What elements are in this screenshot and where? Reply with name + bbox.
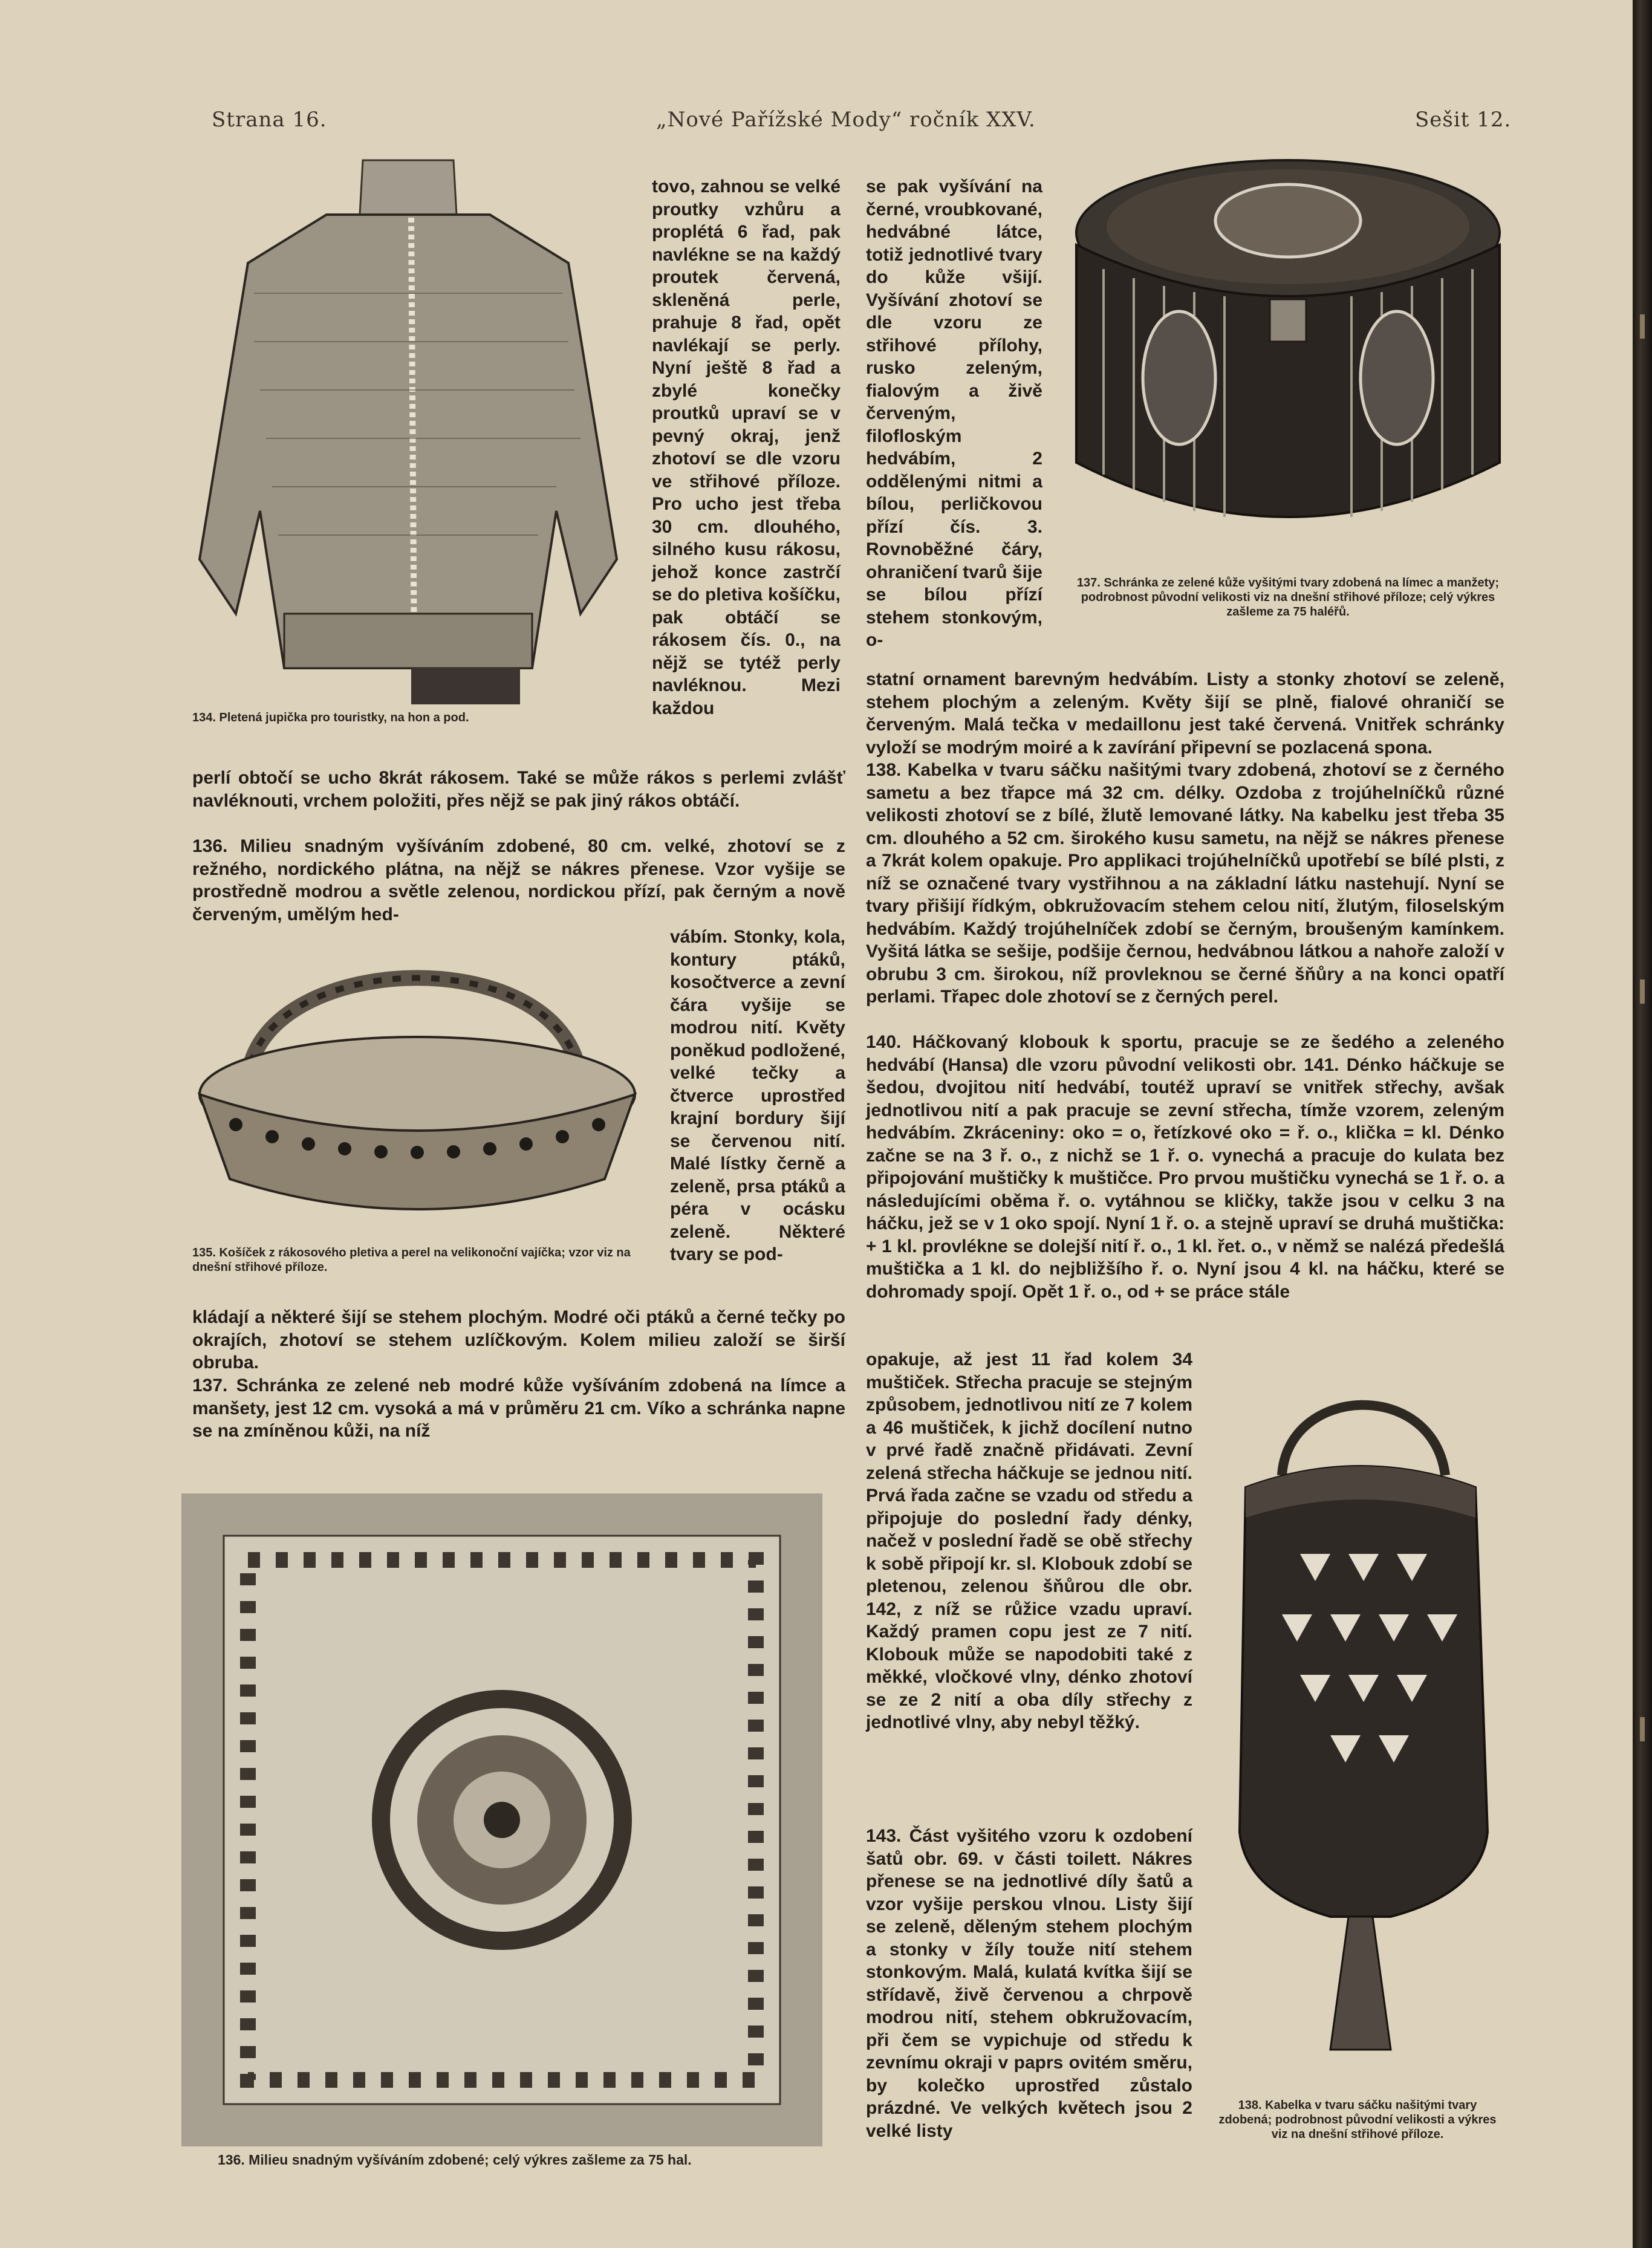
- embroidered-milieu-icon: [181, 1493, 822, 2146]
- article-text-hat: 140. Háčkovaný klobouk k sportu, pracuje se ze šedého a zeleného hedvábí (Hansa) dle vzoru původní velikosti obr. 141. Dénko háčkuje se šedou, dvojitou nití hedvábí, toutéž upraví se vnitřek střechy, avšak jednotlivou nití a pak pracuje se zevní střecha, tímže vzorem, zeleným hedvábím. Zkráceniny: oko = o, řetízkové oko = ř. o., klička = kl. Dénko začne se na 3 ř. o., z nichž se 1 ř. o. vynechá a pracuje do kulata bez připojování muštičky k muštičce. Pro prvou muštičku vynechá se 1 ř. o. a následujícími oběma ř. o. vytáhnou se kličky, takže jsou v celku 3 na háčku, jež se v 1 oko spojí. Nyní 1 ř. o. a stejně upraví se druhá muštička: + 1 kl. provlékne se dolejší nití ř. o., 1 kl. řet. o., v němž se nalézá předešlá muštička a 1 kl. do nejbližšího ř. o. Nyní jsou 4 kl. na háčku, které se dohromady spojí. Opět 1 ř. o., od + se práce stále: [866, 1032, 1504, 1302]
- handbag-icon: [1209, 1373, 1512, 2080]
- basket-icon: [181, 925, 653, 1233]
- article-text-pattern: 143. Část vyšitého vzoru k ozdobení šatů obr. 69. v části toilett. Nákres přenese se na jednotlivé díly šatů a vzor vyšije perskou vlnou. Listy šijí se zeleně, děleným stehem plochým a stonky v žíly touže nití stehem stonkovým. Malá, kulatá kvítka šijí se střídavě, živě červenou a chrpově modrou nití, stehem obkružovacím, při čem se vypichuje od středu k zevnímu okraji v paprs ovitém směru, by kolečko uprostřed zůstalo prázdné. Ve velkých květech jsou 2 velké listy: [866, 1826, 1192, 2141]
- article-text-box-end: statní ornament barevným hedvábím. Listy a stonky zhotoví se zeleně, stehem plochým a zeleným. Květy šijí se plně, fialové ohraničí se červeným. Malá tečka v medaillonu jest také červená. Vnitřek schránky vyloží se modrým moiré a k zavírání připevní se pozlacená spona.: [866, 669, 1504, 758]
- magazine-title: „Nové Pařížské Mody“ ročník XXV.: [656, 108, 1036, 132]
- leather-box-icon: [1061, 148, 1515, 559]
- article-text-box: 137. Schránka ze zelené neb modré kůže vyšíváním zdobená na límce a manšety, jest 12 cm. vysoká a má v průměru 21 cm. Víko a schránka napne se na zmíněnou kůži, na níž: [192, 1376, 845, 1441]
- issue-number: Sešit 12.: [1415, 108, 1512, 132]
- figure-136-caption: 136. Milieu snadným vyšíváním zdobené; celý výkres zašleme za 75 hal.: [218, 2152, 692, 2168]
- figure-135-caption: 135. Košíček z rákosového pletiva a perel na velikonoční vajíčka; vzor viz na dnešní střihové příloze.: [192, 1246, 631, 1274]
- figure-138-caption: 138. Kabelka v tvaru sáčku našitými tvary zdobená; podrobnost původní velikosti a výkres viz na dnešní střihové příloze.: [1218, 2099, 1497, 2141]
- page-edge: [1633, 0, 1652, 2248]
- article-text-basket-end: perlí obtočí se ucho 8krát rákosem. Také se může rákos s perlemi zvlášť navléknouti, vrchem položiti, přes nějž se pak jiný rákos obtáčí.: [192, 768, 845, 811]
- page-number: Strana 16.: [212, 108, 327, 132]
- article-text-hat-cont: opakuje, až jest 11 řad kolem 34 muštiček. Střecha pracuje se stejným způsobem, jednotlivou nití ze 7 kolem a 46 muštiček, k jichž docílení nutno v prvé řadě značně přidávati. Zevní zelená střecha háčkuje se jednou nití. Prvá řada začne se vzadu od středu a připojuje do poslední řady dénky, načež v poslední řadě se obě střechy k sobě připojí kr. sl. Klobouk zdobí se pletenou, zelenou šňůrou dle obr. 142, z níž se růžice vzadu upraví. Každý pramen copu jest ze 7 nití. Klobouk může se napodobiti také z měkké, vločkové vlny, dénko zhotoví se ze 2 nití a oba díly střechy z jednotlivé vlny, aby nebyl těžký.: [866, 1350, 1192, 1732]
- figure-134-caption: 134. Pletená jupička pro touristky, na hon a pod.: [192, 711, 469, 724]
- article-text-milieu-end: kládají a některé šijí se stehem plochým. Modré oči ptáků a černé tečky po okrajích, zhotoví se stehem uzlíčkovým. Kolem milieu založí se širší obruba.: [192, 1307, 845, 1373]
- article-text-handbag: 138. Kabelka v tvaru sáčku našitými tvary zdobená, zhotoví se z černého sametu a bez třapce má 32 cm. délky. Ozdoba z trojúhelníčků různé velikosti zhotoví se z bílé, žlutě lemované látky. Na kabelku jest třeba 35 cm. dlouhého a 52 cm. širokého kusu sametu, na nějž se nákres přenese a 7krát kolem opakuje. Pro applikaci trojúhelníčků upotřebí se bílé plsti, z níž se označené tvary vystřihnou a na základní látku nastehují. Nyní se tvary přišijí řídkým, obkružovacím stehem celou nití, žlutým, filoselským hedvábím. Každý trojúhelníček zdobí se černým, broušeným kamínkem. Vyšitá látka se sešije, podšije černou, hedvábnou látkou a nahoře založí v obrubu 3 cm. širokou, níž provleknou se černé šňůry a na konci opatří perlami. Třapec dole zhotoví se z černých perel.: [866, 760, 1504, 1007]
- article-text-milieu: 136. Milieu snadným vyšíváním zdobené, 80 cm. velké, zhotoví se z režného, nordického plátna, na nějž se nákres přenese. Vzor vyšije se prostředně modrou a světle zelenou, nordickou přízí, pak černým a nově červeným, umělým hed-: [192, 836, 845, 924]
- figure-137-caption: 137. Schránka ze zelené kůže vyšitými tvary zdobená na límec a manžety; podrobnost původní velikosti viz na dnešní střihové příloze; celý výkres zašleme za 75 haléřů.: [1076, 576, 1500, 619]
- article-text-column-2: tovo, zahnou se velké proutky vzhůru a proplétá 6 řad, pak navlékne se na každý proutek červená, skleněná perle, prahuje 8 řad, opět navlékají se perly. Nyní ještě 8 řad a zbylé konečky proutků upraví se v pevný okraj, jenž zhotoví se dle vzoru ve střihové příloze. Pro ucho jest třeba 30 cm. dlouhého, silného kusu rákosu, jehož konce zastrčí se do pletiva košíčku, pak obtáčí se rákosem čís. 0., na nějž se tytéž perly navléknou. Mezi každou: [652, 177, 841, 718]
- knitted-jacket-icon: [181, 136, 641, 704]
- article-text-column-3: se pak vyšívání na černé, vroubkované, hedvábné látce, totiž jednotlivé tvary do kůže všijí. Vyšívání zhotoví se dle vzoru ze střihové přílohy, rusko zeleným, fialovým a živě červeným, filofloským hedvábím, 2 oddělenými nitmi a bílou, perličkovou přízí čís. 3. Rovnoběžné čáry, ohraničení tvarů šije se bílou přízí stehem stonkovým, o-: [866, 177, 1042, 650]
- article-text-milieu-cont: vábím. Stonky, kola, kontury ptáků, kosočtverce a zevní čára vyšije se modrou nití. Květy poněkud podložené, velké tečky a čtverce uprostřed krajní bordury šijí se červenou nití. Malé lístky černě a zeleně, prsa ptáků a péra v ocásku zeleně. Některé tvary se pod-: [670, 927, 845, 1264]
